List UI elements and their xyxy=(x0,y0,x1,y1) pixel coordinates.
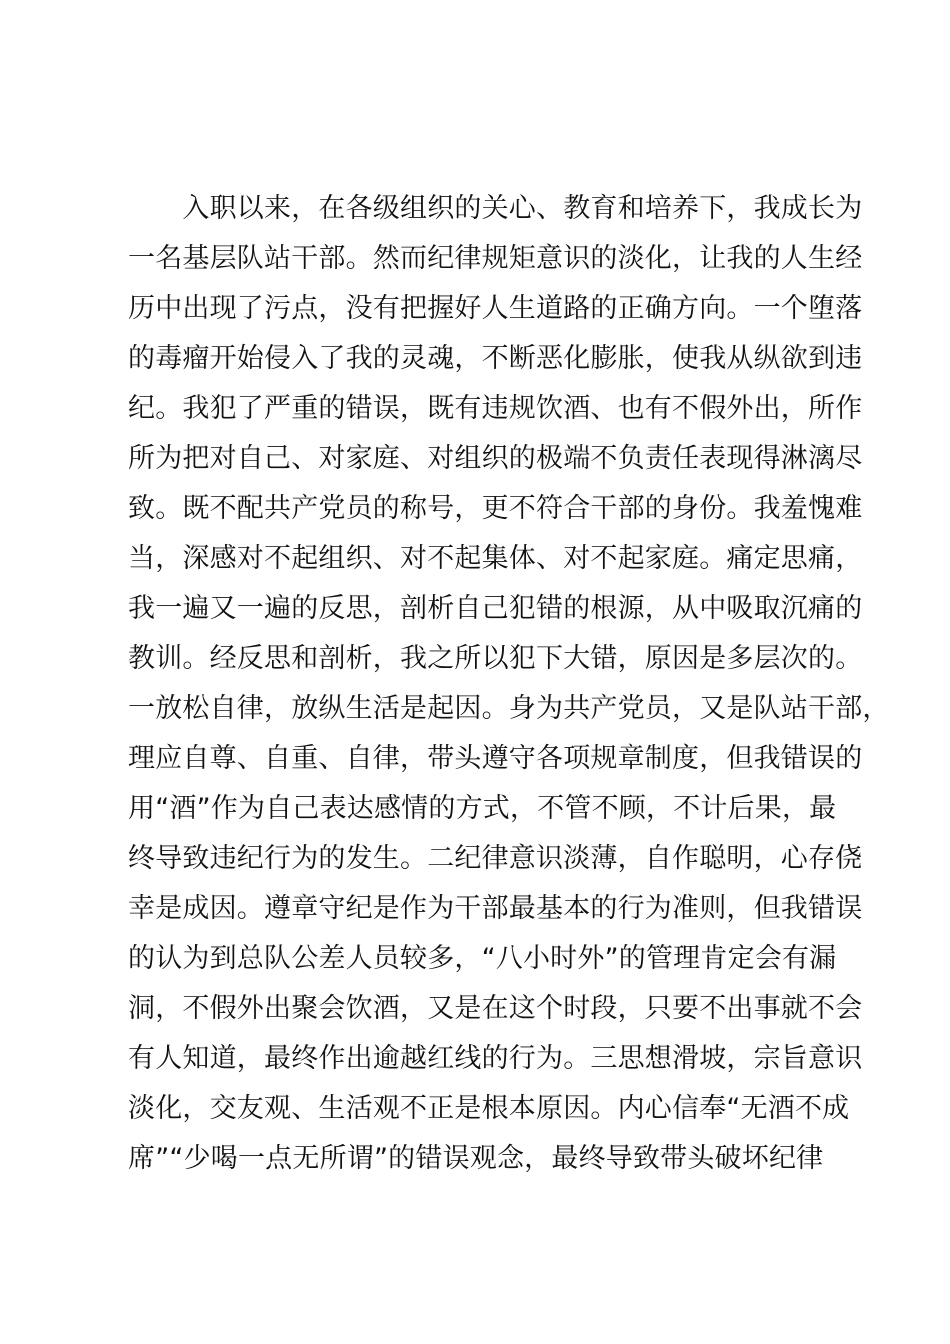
text-line: 致。既不配共产党员的称号，更不符合干部的身份。我羞愧难 xyxy=(128,493,863,524)
text-line: 纪。我犯了严重的错误，既有违规饮酒、也有不假外出，所作 xyxy=(128,393,863,424)
text-line: 席”“少喝一点无所谓”的错误观念，最终导致带头破坏纪律 xyxy=(128,1143,824,1174)
text-line: 当，深感对不起组织、对不起集体、对不起家庭。痛定思痛， xyxy=(128,543,863,574)
text-line: 教训。经反思和剖析，我之所以犯下大错，原因是多层次的。 xyxy=(128,643,863,674)
text-line: 用“酒”作为自己表达感情的方式，不管不顾，不计后果，最 xyxy=(128,793,837,824)
text-line: 一名基层队站干部。然而纪律规矩意识的淡化，让我的人生经 xyxy=(128,243,863,274)
text-line: 有人知道，最终作出逾越红线的行为。三思想滑坡，宗旨意识 xyxy=(128,1043,863,1074)
text-line: 我一遍又一遍的反思，剖析自己犯错的根源，从中吸取沉痛的 xyxy=(128,593,863,624)
text-line: 理应自尊、自重、自律，带头遵守各项规章制度，但我错误的 xyxy=(128,743,863,774)
text-line: 洞，不假外出聚会饮酒，又是在这个时段，只要不出事就不会 xyxy=(128,993,863,1024)
text-line: 历中出现了污点，没有把握好人生道路的正确方向。一个堕落 xyxy=(128,293,863,324)
text-line: 的毒瘤开始侵入了我的灵魂，不断恶化膨胀，使我从纵欲到违 xyxy=(128,343,863,374)
text-line: 淡化，交友观、生活观不正是根本原因。内心信奉“无酒不成 xyxy=(128,1093,850,1124)
text-line: 入职以来，在各级组织的关心、教育和培养下，我成长为 xyxy=(128,193,863,224)
text-line: 终导致违纪行为的发生。二纪律意识淡薄，自作聪明，心存侥 xyxy=(128,843,863,874)
body-paragraph xyxy=(128,184,890,1184)
text-line: 的认为到总队公差人员较多，“八小时外”的管理肯定会有漏 xyxy=(128,943,837,974)
text-line: 幸是成因。遵章守纪是作为干部最基本的行为准则，但我错误 xyxy=(128,893,863,924)
text-line: 所为把对自己、对家庭、对组织的极端不负责任表现得淋漓尽 xyxy=(128,443,863,474)
text-line: 一放松自律，放纵生活是起因。身为共产党员，又是队站干部， xyxy=(128,693,890,724)
